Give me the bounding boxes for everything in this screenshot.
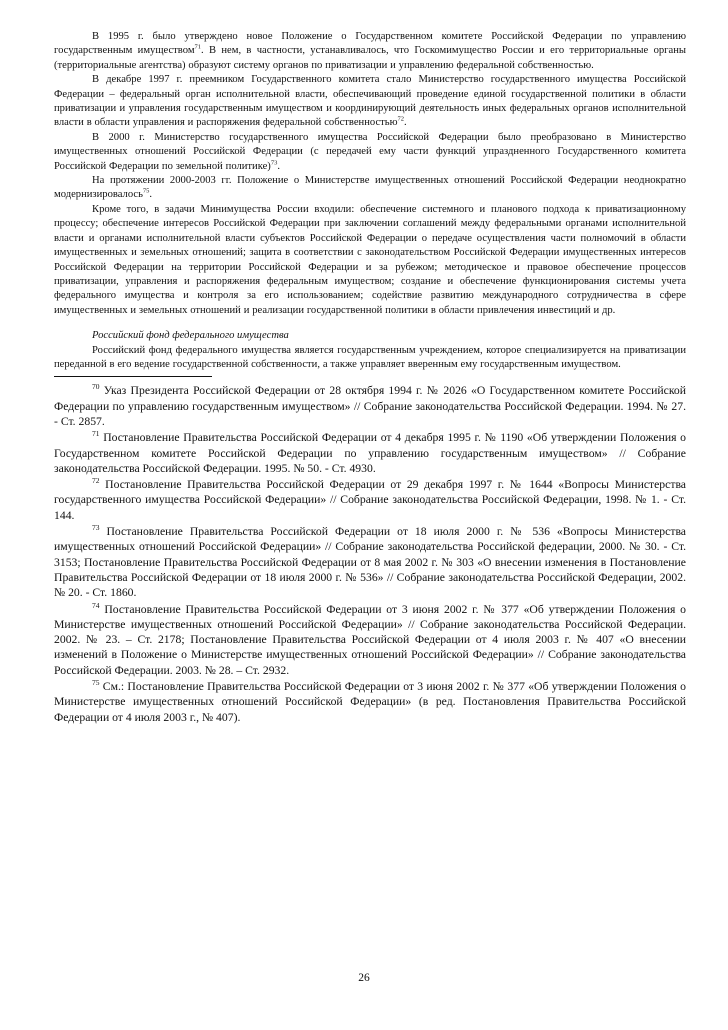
footnote-number: 72 (92, 476, 100, 486)
section-title: Российский фонд федерального имущества (92, 330, 289, 342)
paragraph: На протяжении 2000-2003 гг. Положение о Министерстве имущественных отношений Российской Федерации неоднократно модернизировалось$^{75}$. (54, 175, 686, 201)
paragraph: Кроме того, в задачи Минимущества России входили: обеспечение системного и планового подхода к приватизационному процессу; обеспечение интересов Российской Федерации при заключении соглашений между федеральными органами исполнительной власти и органами исполнительной власти субъектов Российской Федерации о передаче осуществления части полномочий в области имущественных и земельных отношений; защита в соответствии с законодательством Российской Федерации имущественных интересов Российской Федерации на территории Российской Федерации и за рубежом; методическое и правовое обеспечение процессов приватизации, управления и распоряжения федеральным имуществом; создание и обеспечение функционирования системы учета федерального имущества и контроля за его использованием; содействие развитию международного сотрудничества в сфере имущественных и земельных отношений и реализации государственной политики в области привлечения инвестиций и др. (54, 203, 686, 316)
footnote: $^{74}$ Постановление Правительства Российской Федерации от 3 июня 2002 г. № 377 «Об утверждении Положения о Министерстве имущественных отношений Российской Федерации» // Собрание законодательства Российской Федерации. 2002. № 23. – Ст. 2178; Постановление Правительства Российской Федерации от 4 июля 2003 г. № 407 «О внесении изменений в Положение о Министерстве имущественных отношений Российской Федерации» // Собрание законодательства Российской Федерации. 2003. № 28. – Ст. 2932. (54, 600, 686, 677)
footnote: $^{73}$ Постановление Правительства Российской Федерации от 18 июля 2000 г. № 536 «Вопросы Министерства имущественных отношений Российской Федерации» // Собрание законодательства Российской федерации, 2000. № 30. - Ст. 3153; Постановление Правительства Российской Федерации от 8 мая 2002 г. № 303 «О внесении изменения в Постановление Правительства Российской Федерации от 18 июля 2000 г. № 536» // Собрание законодательства Российской Федерации, 2002. № 20. - Ст. 1860. (54, 523, 686, 600)
footnote-ref[interactable]: 71 (194, 43, 202, 51)
paragraph: В 2000 г. Министерство государственного имущества Российской Федерации было преобразовано в Министерство имущественных отношений Российской Федерации (с передачей ему части функций упраздненного Государственного комитета Российской Федерации по земельной политике)$^{73}$. (54, 131, 686, 172)
footnote-number: 75 (92, 678, 100, 688)
section-paragraph: Российский фонд федерального имущества является государственным учреждением, которое специализируется на приватизации переданной в его ведение государственной собственности, а также управляет вверенным ему государственным имуществом. (54, 344, 686, 370)
footnotes (54, 383, 686, 725)
footnote-number: 74 (92, 600, 100, 610)
page-number: 26 (358, 972, 370, 984)
paragraph: В 1995 г. было утверждено новое Положение о Государственном комитете Российской Федерации по управлению государственным имуществом$^{71}$. В нем, в частности, устанавливалось, что Госкомимущество России и его территориальные органы (территориальные агентства) образуют систему органов по приватизации и управлению федеральной собственностью. (54, 31, 686, 71)
footnote-ref[interactable]: 72 (397, 115, 405, 123)
footnote: $^{75}$ См.: Постановление Правительства Российской Федерации от 3 июня 2002 г. № 377 «Об утверждении Положения о Министерстве имущественных отношений Российской Федерации» (в ред. Постановления Правительства Российской Федерации от 4 июля 2003 г., № 407). (54, 678, 686, 724)
footnote-number: 73 (92, 523, 100, 533)
footnote-ref[interactable]: 73 (270, 159, 278, 167)
footnote-number: 71 (92, 429, 100, 439)
footnote: $^{71}$ Постановление Правительства Российской Федерации от 4 декабря 1995 г. № 1190 «Об утверждении Положения о Государственном комитете Российской Федерации по управлению государственным имуществом» // Собрание законодательства Российской Федерации. 1995. № 50. - Ст. 4930. (54, 429, 687, 475)
paragraph: В декабре 1997 г. преемником Государственного комитета стало Министерство государственного имущества Российской Федерации – федеральный орган исполнительной власти, обеспечивающий проведение единой государственной политики в области приватизации и управления государственным имуществом и координирующий деятельность иных федеральных органов исполнительной власти в области управления и распоряжения федеральной собственностью$^{72}$. (54, 74, 686, 129)
footnote-ref[interactable]: 75 (142, 187, 150, 195)
footnote: $^{72}$ Постановление Правительства Российской Федерации от 29 декабря 1997 г. № 1644 «Вопросы Министерства государственного имущества Российской Федерации» // Собрание законодательства Российской Федерации, 1998. № 1. - Ст. 144. (54, 476, 686, 522)
footnote: $^{70}$ Указ Президента Российской Федерации от 28 октября 1994 г. № 2026 «О Государственном комитете Российской Федерации по управлению государственным имуществом» // Собрание законодательства Российской Федерации. 1994. № 27. - Ст. 2857. (54, 382, 687, 428)
footnote-number: 70 (92, 382, 100, 392)
main-text (54, 30, 686, 372)
footnote-divider (54, 376, 212, 377)
